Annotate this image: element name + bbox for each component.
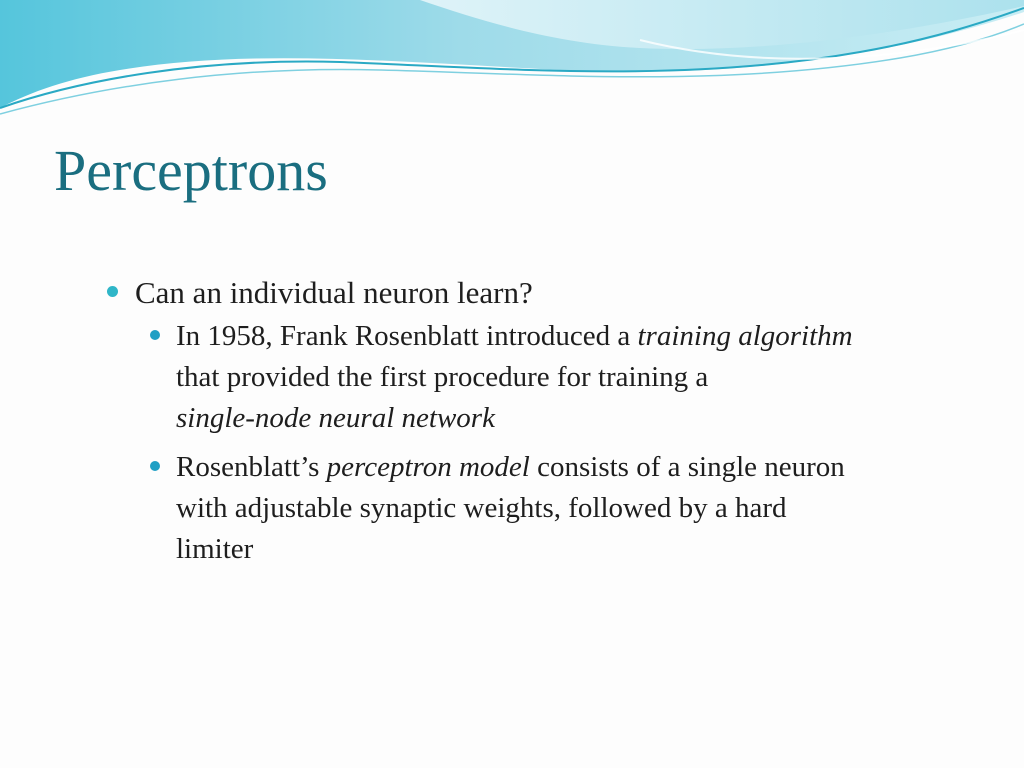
sub-bullet-line: with adjustable synaptic weights, followed by a hard bbox=[176, 492, 787, 524]
sub-bullet-text: consists of a single neuron bbox=[529, 451, 845, 483]
sub-bullet-item bbox=[145, 316, 946, 439]
sub-bullet-text: In 1958, Frank Rosenblatt introduced a bbox=[176, 320, 638, 352]
sub-bullet-line: limiter bbox=[176, 533, 254, 565]
sub-bullet-line bbox=[176, 316, 946, 357]
bullet-text: Can an individual neuron learn? bbox=[135, 275, 533, 310]
sub-bullet-item bbox=[145, 447, 946, 570]
sub-bullet-line bbox=[176, 447, 946, 488]
bullet-list bbox=[104, 272, 964, 578]
emphasis-text: training algorithm bbox=[637, 320, 853, 352]
bullet-dot-icon bbox=[150, 330, 160, 340]
emphasis-text: perceptron model bbox=[326, 451, 530, 483]
slide-title: Perceptrons bbox=[54, 138, 328, 203]
emphasis-text: single-node neural network bbox=[176, 402, 495, 434]
header-wave-decoration bbox=[0, 0, 1024, 120]
bullet-item-level1 bbox=[104, 272, 964, 314]
bullet-dot-icon bbox=[107, 286, 118, 297]
bullet-dot-icon bbox=[150, 461, 160, 471]
sub-bullet-line: that provided the first procedure for training a bbox=[176, 361, 709, 393]
sub-bullet-line bbox=[176, 398, 946, 439]
sub-bullet-text: Rosenblatt’s bbox=[176, 451, 327, 483]
